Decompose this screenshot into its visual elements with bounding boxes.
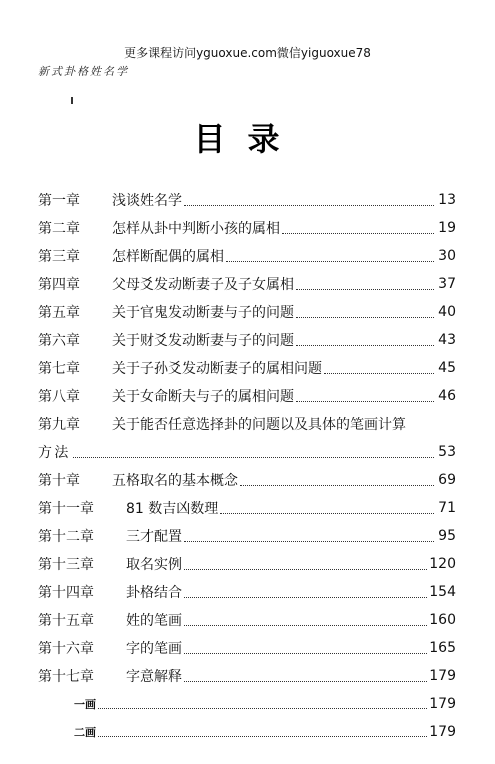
chapter-title: 取名实例 <box>126 557 182 573</box>
chapter-number: 第四章 <box>38 277 80 293</box>
series-title: 新式卦格姓名学 <box>38 65 129 78</box>
chapter-number: 第十五章 <box>38 613 94 629</box>
chapter-title: 怎样从卦中判断小孩的属相 <box>112 221 280 237</box>
toc-entry-2[interactable] <box>38 214 456 242</box>
dot-leader <box>296 317 434 318</box>
chapter-number: 第八章 <box>38 389 80 405</box>
toc-entry-10[interactable] <box>38 466 456 494</box>
chapter-title: 姓的笔画 <box>126 613 182 629</box>
chapter-title: 关于能否任意选择卦的问题以及具体的笔画计算 <box>112 417 406 433</box>
chapter-title: 怎样断配偶的属相 <box>112 249 224 265</box>
chapter-title: 五格取名的基本概念 <box>112 473 238 489</box>
dot-leader <box>226 261 434 262</box>
chapter-title: 关于官鬼发动断妻与子的问题 <box>112 305 294 321</box>
chapter-number: 第五章 <box>38 305 80 321</box>
toc-entry-9[interactable] <box>38 410 456 438</box>
chapter-number: 第三章 <box>38 249 80 265</box>
chapter-number: 第十七章 <box>38 669 94 685</box>
page-number: 120 <box>429 556 456 572</box>
dot-leader <box>296 401 434 402</box>
dot-leader <box>184 681 427 682</box>
toc-entry-16[interactable] <box>38 634 456 662</box>
toc-entry-9-continued[interactable] <box>38 438 456 466</box>
toc-entry-1[interactable] <box>38 186 456 214</box>
dot-leader <box>296 345 434 346</box>
dot-leader <box>184 625 427 626</box>
dot-leader <box>184 569 427 570</box>
print-speck <box>71 97 73 104</box>
page-number: 19 <box>438 220 456 236</box>
chapter-number: 第一章 <box>38 193 80 209</box>
dot-leader <box>184 597 427 598</box>
chapter-number: 第九章 <box>38 417 80 433</box>
page-number: 179 <box>429 696 456 712</box>
page-number: 160 <box>429 612 456 628</box>
page-number: 40 <box>438 304 456 320</box>
page-number: 179 <box>429 724 456 740</box>
chapter-title: 三才配置 <box>126 529 182 545</box>
chapter-number: 第七章 <box>38 361 80 377</box>
chapter-title-continued: 方法 <box>38 445 71 461</box>
toc-entry-14[interactable] <box>38 578 456 606</box>
dot-leader <box>98 736 427 737</box>
chapter-number: 第十一章 <box>38 501 94 517</box>
chapter-title: 关于子孙爻发动断妻子的属相问题 <box>112 361 322 377</box>
chapter-title: 父母爻发动断妻子及子女属相 <box>112 277 294 293</box>
chapter-number: 第十三章 <box>38 557 94 573</box>
page-number: 69 <box>438 472 456 488</box>
toc-entry-8[interactable] <box>38 382 456 410</box>
subsection-title: 二画 <box>74 726 96 739</box>
toc-entry-11[interactable] <box>38 494 456 522</box>
chapter-title: 字的笔画 <box>126 641 182 657</box>
dot-leader <box>296 289 434 290</box>
chapter-title: 字意解释 <box>126 669 182 685</box>
chapter-title: 关于财爻发动断妻与子的问题 <box>112 333 294 349</box>
chapter-number: 第六章 <box>38 333 80 349</box>
toc-entry-5[interactable] <box>38 298 456 326</box>
page-number: 45 <box>438 360 456 376</box>
dot-leader <box>98 708 427 709</box>
chapter-number: 第十四章 <box>38 585 94 601</box>
chapter-title: 关于女命断夫与子的属相问题 <box>112 389 294 405</box>
page-number: 37 <box>438 276 456 292</box>
toc-entry-12[interactable] <box>38 522 456 550</box>
dot-leader <box>184 205 434 206</box>
watermark-text: 更多课程访问yguoxue.com微信yiguoxue78 <box>124 46 371 60</box>
chapter-number: 第二章 <box>38 221 80 237</box>
dot-leader <box>220 513 434 514</box>
dot-leader <box>240 485 434 486</box>
dot-leader <box>184 541 434 542</box>
page-number: 13 <box>438 192 456 208</box>
chapter-title: 81 数吉凶数理 <box>126 501 219 517</box>
page-number: 179 <box>429 668 456 684</box>
toc-subentry-1[interactable] <box>38 690 456 718</box>
page-number: 154 <box>429 584 456 600</box>
chapter-number: 第十二章 <box>38 529 94 545</box>
toc-subentry-2[interactable] <box>38 718 456 746</box>
page-number: 165 <box>429 640 456 656</box>
page-number: 43 <box>438 332 456 348</box>
table-of-contents <box>38 186 456 746</box>
chapter-title: 浅谈姓名学 <box>112 193 182 209</box>
chapter-number: 第十章 <box>38 473 80 489</box>
toc-entry-7[interactable] <box>38 354 456 382</box>
toc-entry-4[interactable] <box>38 270 456 298</box>
dot-leader <box>324 373 434 374</box>
toc-entry-15[interactable] <box>38 606 456 634</box>
page-number: 30 <box>438 248 456 264</box>
dot-leader <box>282 233 434 234</box>
chapter-number: 第十六章 <box>38 641 94 657</box>
chapter-title: 卦格结合 <box>126 585 182 601</box>
dot-leader <box>73 457 434 458</box>
toc-entry-3[interactable] <box>38 242 456 270</box>
page-number: 53 <box>438 444 456 460</box>
toc-entry-13[interactable] <box>38 550 456 578</box>
page-number: 71 <box>438 500 456 516</box>
page-number: 46 <box>438 388 456 404</box>
toc-entry-17[interactable] <box>38 662 456 690</box>
dot-leader <box>184 653 427 654</box>
subsection-title: 一画 <box>74 698 96 711</box>
page-number: 95 <box>438 528 456 544</box>
page-title: 目录 <box>193 120 302 158</box>
toc-entry-6[interactable] <box>38 326 456 354</box>
